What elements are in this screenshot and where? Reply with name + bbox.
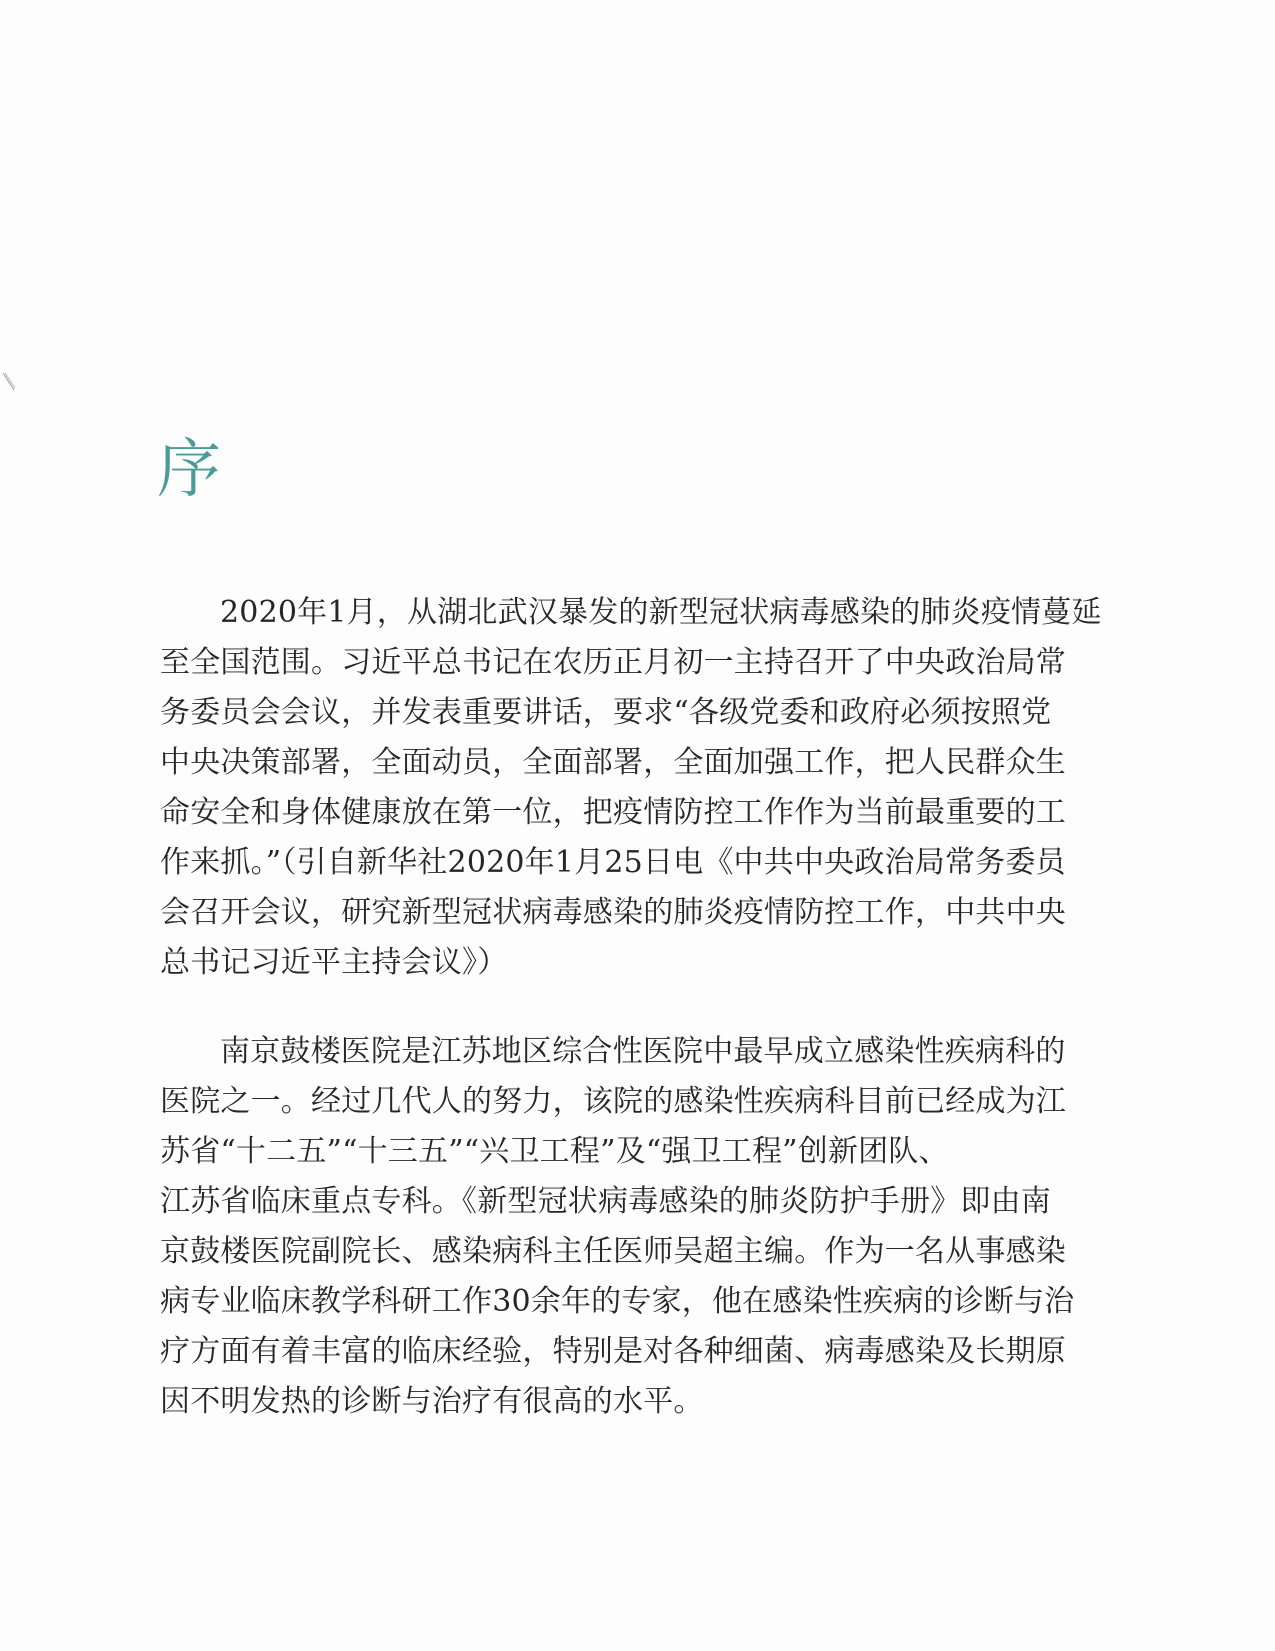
paragraph-line: 至全国范围。习近平总书记在农历正月初一主持召开了中央政治局常 bbox=[160, 645, 1066, 680]
paragraph-line: 苏省“十二五”“十三五”“兴卫工程”及“强卫工程”创新团队、 bbox=[160, 1134, 949, 1169]
paragraph-line: 病专业临床教学科研工作30余年的专家，他在感染性疾病的诊断与治 bbox=[160, 1284, 1075, 1319]
paragraph-2 bbox=[160, 1027, 1100, 1427]
paragraph-1 bbox=[160, 588, 1100, 988]
paragraph-line: 南京鼓楼医院是江苏地区综合性医院中最早成立感染性疾病科的 bbox=[220, 1034, 1066, 1069]
paragraph-line: 作来抓。”（引自新华社2020年1月25日电《中共中央政治局常务委员 bbox=[160, 845, 1066, 880]
paragraph-line: 命安全和身体健康放在第一位，把疫情防控工作作为当前最重要的工 bbox=[160, 795, 1066, 830]
paragraph-line: 务委员会会议，并发表重要讲话，要求“各级党委和政府必须按照党 bbox=[160, 695, 1052, 730]
paragraph-line: 总书记习近平主持会议》） bbox=[160, 945, 508, 980]
paragraph-line: 京鼓楼医院副院长、感染病科主任医师吴超主编。作为一名从事感染 bbox=[160, 1234, 1066, 1269]
paragraph-line: 因不明发热的诊断与治疗有很高的水平。 bbox=[160, 1384, 704, 1419]
paragraph-line: 医院之一。经过几代人的努力，该院的感染性疾病科目前已经成为江 bbox=[160, 1084, 1066, 1119]
preface-heading: 序 bbox=[157, 433, 221, 507]
page-corner-mark bbox=[2, 372, 16, 392]
paragraph-line: 江苏省临床重点专科。《新型冠状病毒感染的肺炎防护手册》即由南 bbox=[160, 1184, 1051, 1219]
paragraph-line: 中央决策部署，全面动员，全面部署，全面加强工作，把人民群众生 bbox=[160, 745, 1066, 780]
paragraph-line: 疗方面有着丰富的临床经验，特别是对各种细菌、病毒感染及长期原 bbox=[160, 1334, 1066, 1369]
paragraph-line: 2020年1月，从湖北武汉暴发的新型冠状病毒感染的肺炎疫情蔓延 bbox=[220, 595, 1102, 630]
paragraph-line: 会召开会议，研究新型冠状病毒感染的肺炎疫情防控工作，中共中央 bbox=[160, 895, 1066, 930]
